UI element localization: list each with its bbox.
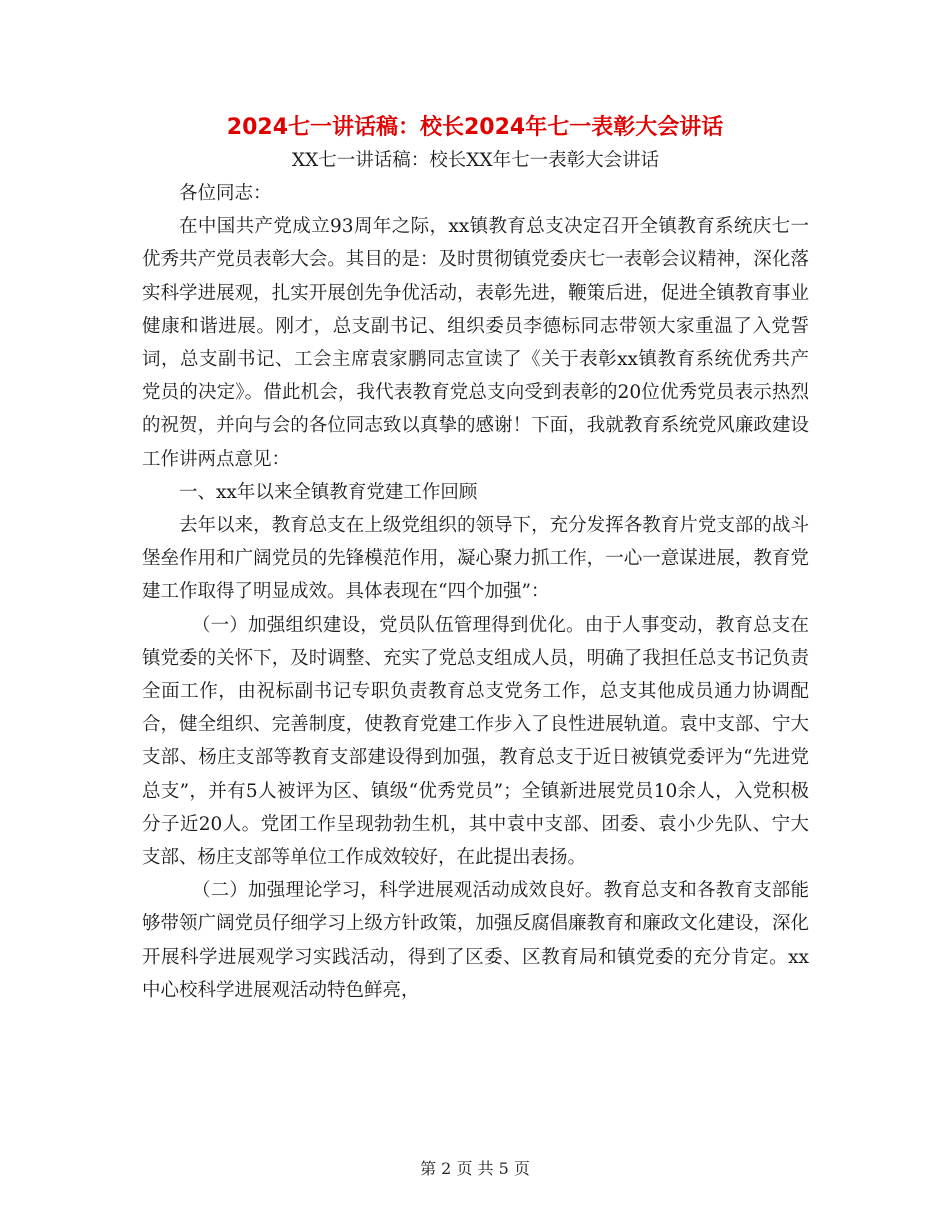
point-1-paragraph: （一）加强组织建设，党员队伍管理得到优化。由于人事变动，教育总支在镇党委的关怀下，及时调整、充实了党总支组成人员，明确了我担任总支书记负责全面工作，由祝标副书记专职负责教育总支党务工作，总支其他成员通力协调配合，健全组织、完善制度，使教育党建工作步入了良性进展轨道。袁中支部、宁大支部、杨庄支部等教育支部建设得到加强，教育总支于近日被镇党委评为“先进党总支”，并有5人被评为区、镇级“优秀党员”；全镇新进展党员10余人，入党积极分子近20人。党团工作呈现勃勃生机，其中袁中支部、团委、袁小少先队、宁大支部、杨庄支部等单位工作成效较好，在此提出表扬。	[142, 614, 809, 869]
intro-paragraph: 在中国共产党成立93周年之际，xx镇教育总支决定召开全镇教育系统庆七一优秀共产党员表彰大会。其目的是：及时贯彻镇党委庆七一表彰会议精神，深化落实科学进展观，扎实开展创先争优活动，表彰先进，鞭策后进，促进全镇教育事业健康和谐进展。刚才，总支副书记、组织委员李德标同志带领大家重温了入党誓词，总支副书记、工会主席袁家鹏同志宣读了《关于表彰xx镇教育系统优秀共产党员的决定》。借此机会，我代表教育党总支向受到表彰的20位优秀党员表示热烈的祝贺，并向与会的各位同志致以真挚的感谢！下面，我就教育系统党风廉政建设工作讲两点意见：	[142, 216, 809, 470]
review-paragraph: 去年以来，教育总支在上级党组织的领导下，充分发挥各教育片党支部的战斗堡垒作用和广阔党员的先锋模范作用，凝心聚力抓工作，一心一意谋进展，教育党建工作取得了明显成效。具体表现在“四个加强”：	[142, 515, 809, 603]
document-title: 2024七一讲话稿：校长2024年七一表彰大会讲话	[226, 115, 724, 140]
document-subtitle: XX七一讲话稿：校长XX年七一表彰大会讲话	[291, 150, 660, 171]
salutation-paragraph: 各位同志：	[179, 183, 272, 204]
page-number-footer: 第 2 页 共 5 页	[420, 1159, 530, 1178]
section-heading-1: 一、xx年以来全镇教育党建工作回顾	[179, 481, 478, 503]
document-body	[142, 144, 809, 1007]
point-2-paragraph: （二）加强理论学习，科学进展观活动成效良好。教育总支和各教育支部能够带领广阔党员仔细学习上级方针政策，加强反腐倡廉教育和廉政文化建设，深化开展科学进展观学习实践活动，得到了区委、区教育局和镇党委的充分肯定。xx中心校科学进展观活动特色鲜亮，	[142, 880, 809, 1001]
